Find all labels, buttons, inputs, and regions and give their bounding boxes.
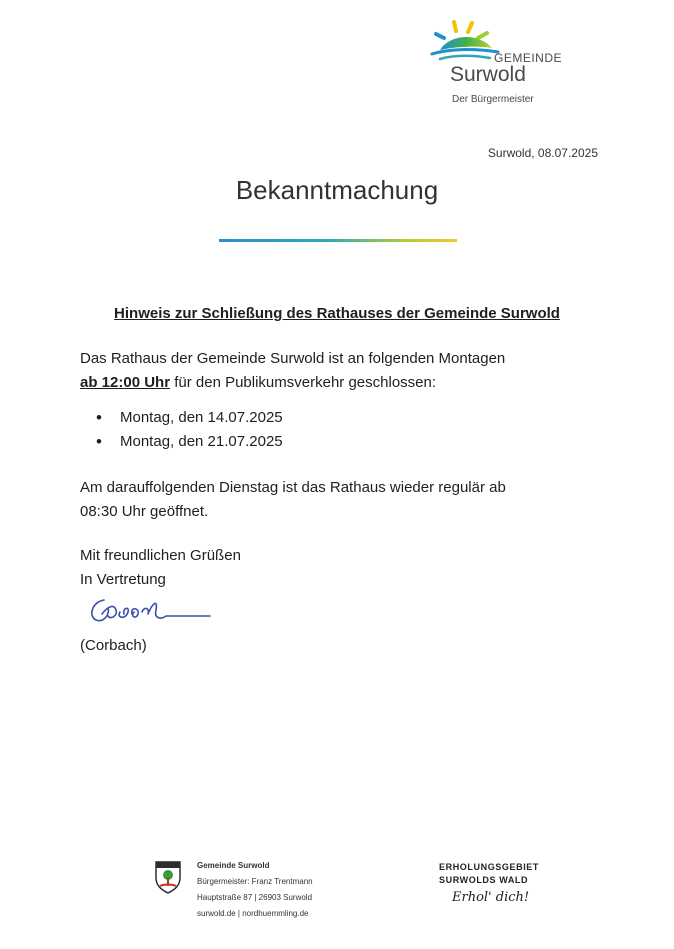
- paragraph-reopening: [80, 476, 506, 524]
- footer-slogan: Erhol' dich!: [452, 890, 530, 905]
- footer-contact-lines: [197, 858, 313, 922]
- coat-of-arms-icon: [154, 860, 182, 894]
- footer-websites: surwold.de | nordhuemmling.de: [197, 909, 309, 918]
- logo-municipality-name: Surwold: [450, 63, 526, 86]
- footer-mayor: Bürgermeister: Franz Trentmann: [197, 877, 313, 886]
- list-item: • Montag, den 21.07.2025: [96, 430, 283, 454]
- gradient-divider: [219, 239, 457, 242]
- paragraph-line: Das Rathaus der Gemeinde Surwold ist an folgenden Montagen: [80, 350, 506, 367]
- notice-subject: Hinweis zur Schließung des Rathauses der Gemeinde Surwold: [114, 305, 560, 322]
- municipality-logo: [428, 18, 598, 113]
- footer-title: Gemeinde Surwold: [197, 861, 270, 870]
- paragraph-text: für den Publikumsverkehr geschlossen:: [170, 374, 437, 391]
- recreation-area-label: [439, 861, 539, 887]
- closing-time: ab 12:00 Uhr: [80, 374, 171, 391]
- list-item: • Montag, den 14.07.2025: [96, 406, 283, 430]
- paragraph-closing-info: [80, 347, 505, 395]
- page-title: Bekanntmachung: [235, 175, 439, 205]
- closing-dates-list: [96, 406, 283, 454]
- footer-address: Hauptstraße 87 | 26903 Surwold: [197, 893, 313, 902]
- area-line-1: ERHOLUNGSGEBIET: [439, 862, 540, 872]
- handwritten-signature: [86, 592, 216, 628]
- closing-greeting: [80, 544, 241, 592]
- greeting-text: Mit freundlichen Grüßen: [80, 547, 241, 564]
- paragraph-line: Am darauffolgenden Dienstag ist das Rathaus wieder regulär ab: [80, 479, 506, 496]
- logo-label: GEMEINDE: [494, 51, 563, 65]
- paragraph-line: 08:30 Uhr geöffnet.: [80, 503, 209, 520]
- paragraph-line: [80, 371, 505, 395]
- signatory-name: (Corbach): [80, 637, 147, 654]
- on-behalf-text: In Vertretung: [80, 571, 166, 588]
- area-line-2: SURWOLDS WALD: [439, 875, 529, 885]
- logo-subtitle: Der Bürgermeister: [452, 94, 534, 105]
- document-date: Surwold, 08.07.2025: [487, 146, 598, 160]
